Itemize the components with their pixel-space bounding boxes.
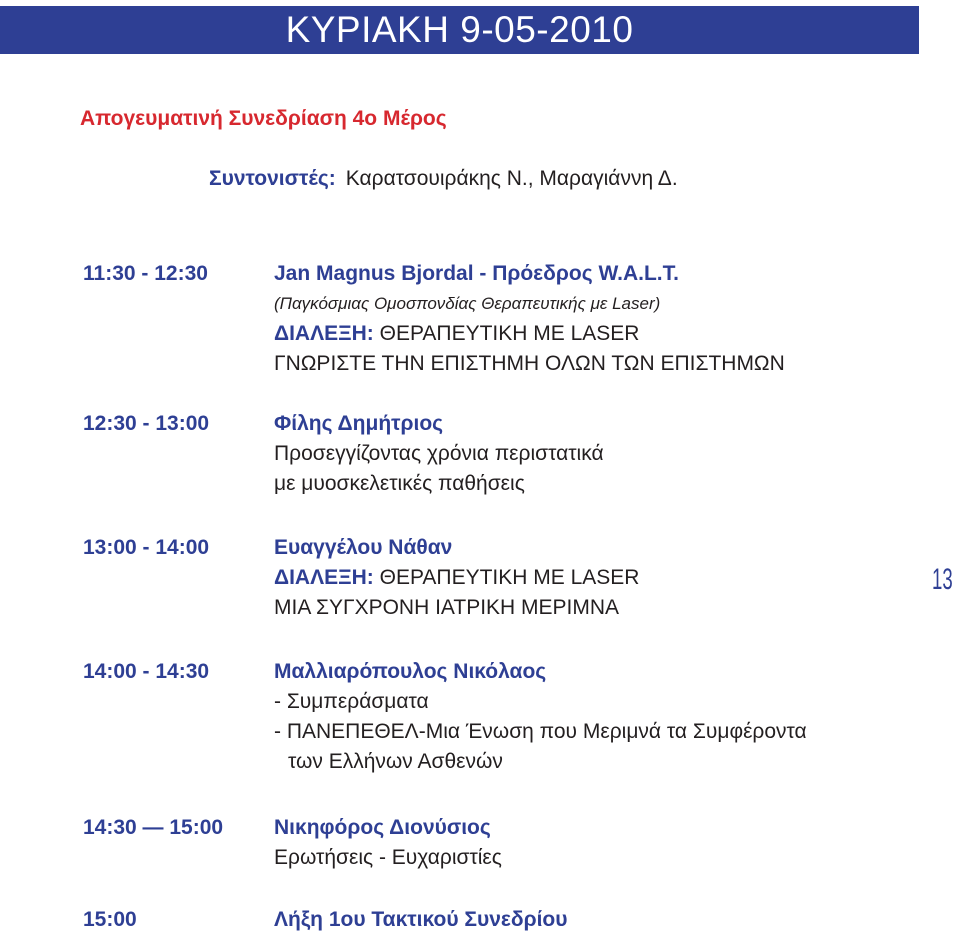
lecture-title-text: ΘΕΡΑΠΕΥΤΙΚΗ ΜΕ LASER [379,322,640,345]
coordinators [209,167,678,191]
speaker-name: Jan Magnus Bjordal - Πρόεδρος W.A.L.T. [274,262,679,285]
time-slot: 13:00 - 14:00 [83,536,210,559]
time-slot: 14:30 — 15:00 [83,816,224,839]
lecture-title [274,563,924,593]
lecture-title [274,319,924,349]
date-banner [0,6,919,54]
topic-line: με μυοσκελετικές παθήσεις [274,472,525,495]
speaker-name: Φίλης Δημήτριος [274,412,444,435]
slot-details [274,657,924,777]
topic-item: - Συμπεράσματα [274,690,429,713]
date-banner-text: ΚΥΡΙΑΚΗ 9-05-2010 [285,9,634,50]
slot-details [274,409,924,499]
closing-note: Λήξη 1ου Τακτικού Συνεδρίου [274,908,568,931]
speaker-name: Μαλλιαρόπουλος Νικόλαος [274,660,547,683]
session-title: Απογευματινή Συνεδρίαση 4ο Μέρος [80,107,447,130]
lecture-label: ΔΙΑΛΕΞΗ: [274,322,374,345]
coordinators-label: Συντονιστές: [209,167,336,190]
topic-line: Προσεγγίζοντας χρόνια περιστατικά [274,442,604,465]
time-slot: 12:30 - 13:00 [83,412,210,435]
topic-item: - ΠΑΝΕΠΕΘΕΛ-Μια Ένωση που Μεριμνά τα Συμφέροντα [274,720,807,743]
time-slot: 14:00 - 14:30 [83,660,210,683]
slot-details [274,259,924,379]
lecture-subtitle: ΜΙΑ ΣΥΓΧΡΟΝΗ ΙΑΤΡΙΚΗ ΜΕΡΙΜΝΑ [274,596,620,619]
lecture-label: ΔΙΑΛΕΞΗ: [274,566,374,589]
lecture-title-text: ΘΕΡΑΠΕΥΤΙΚΗ ΜΕ LASER [379,566,640,589]
speaker-name: Νικηφόρος Διονύσιος [274,816,491,839]
time-slot: 15:00 [83,908,137,931]
time-slot: 11:30 - 12:30 [83,262,208,285]
page-number: 13 [932,563,953,596]
speaker-affiliation: (Παγκόσμιας Ομοσπονδίας Θεραπευτικής με Laser) [274,294,661,313]
topic-item-continued: των Ελλήνων Ασθενών [288,750,503,773]
coordinators-names: Καρατσουιράκης Ν., Μαραγιάννη Δ. [345,167,678,190]
lecture-subtitle: ΓΝΩΡΙΣΤΕ ΤΗΝ ΕΠΙΣΤΗΜΗ ΟΛΩΝ ΤΩΝ ΕΠΙΣΤΗΜΩΝ [274,352,785,375]
slot-details [274,813,924,873]
topic-line: Ερωτήσεις - Ευχαριστίες [274,846,502,869]
speaker-name: Ευαγγέλου Νάθαν [274,536,453,559]
slot-details [274,905,924,935]
slot-details [274,533,924,623]
